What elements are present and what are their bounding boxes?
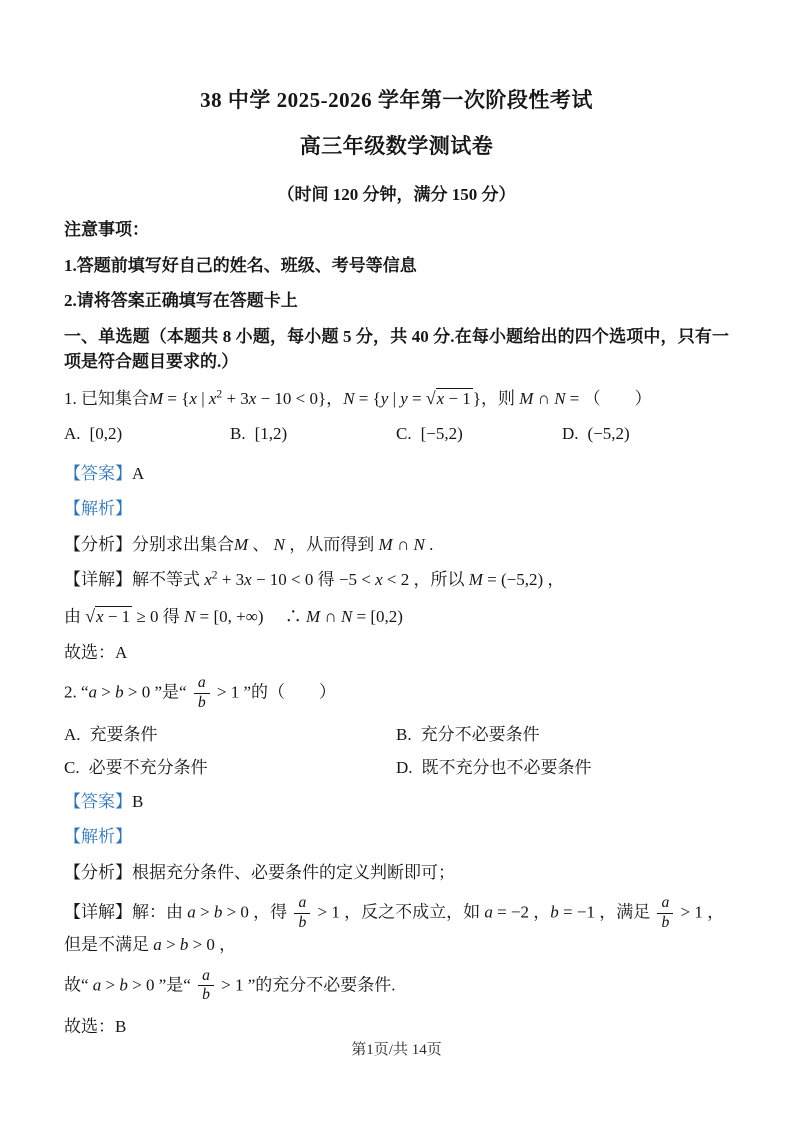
question-1-detail-line-1: 【详解】解不等式 $x^2 + 3x - 10 < 0$ 得 −5 < x < 2 ，所以 M = (−5,2) ， xyxy=(64,568,565,590)
question-2-options-row-1 xyxy=(64,722,729,748)
question-2-analysis-label: 【解析】 xyxy=(64,827,132,847)
question-1-conclusion: 故选：A xyxy=(64,642,128,662)
answer-label: 【答案】 xyxy=(64,791,132,811)
page-footer: 第1页/共 14页 xyxy=(351,1042,442,1058)
notice-item-1: 1.答题前填写好自己的姓名、班级、考号等信息 xyxy=(64,255,417,275)
notice-item-2: 2.请将答案正确填写在答题卡上 xyxy=(64,291,298,310)
answer-value: B xyxy=(132,791,144,811)
option-value: (−5,2) xyxy=(587,424,630,444)
option-value: 既不充分也不必要条件 xyxy=(421,758,592,778)
question-1-option-b xyxy=(230,421,396,447)
question-1-detail-line-2: 由 √x − 1 ≥ 0 得 N = [0, +∞) ∴ M ∩ N = [0,2) xyxy=(64,605,403,626)
option-value: 充分不必要条件 xyxy=(420,724,540,744)
answer-value: A xyxy=(132,463,145,483)
question-1-stem: 1. 已知集合M = {x | $x^2 + 3x - 10 < 0$}，N = {y | y = √x − 1 }，则 M ∩ N = （ ） xyxy=(64,386,652,408)
question-2-detail: 【详解】解：由 a > b > 0 ，得 $\frac{a}{b}$ > 1 ，反之不成立，如 a = −2 ，b = −1 ，满足 $\frac{a}{b}$ > 1 ，但是不满足 a > b > 0 ， xyxy=(64,894,725,955)
question-2-option-a xyxy=(64,722,396,748)
question-2-analysis: 【分析】根据充分条件、必要条件的定义判断即可； xyxy=(64,862,455,882)
question-1-option-c xyxy=(396,421,562,447)
question-1-answer-line xyxy=(64,461,729,487)
page-subtitle: 高三年级数学测试卷 xyxy=(299,134,494,158)
question-1-analysis: 【分析】分别求出集合M 、 N ，从而得到 M ∩ N . xyxy=(64,534,434,554)
option-label: B. xyxy=(396,724,412,744)
option-label: C. xyxy=(64,758,80,778)
question-1-options xyxy=(64,421,729,447)
option-label: B. xyxy=(230,424,246,444)
question-2-option-c xyxy=(64,755,396,781)
section-1-header: 一、单选题（本题共 8 小题，每小题 5 分，共 40 分.在每小题给出的四个选项中，只有一项是符合题目要求的.） xyxy=(64,326,729,371)
option-label: D. xyxy=(562,424,579,444)
exam-time-score: （时间 120 分钟，满分 150 分） xyxy=(277,185,516,204)
question-2-options-row-2 xyxy=(64,755,729,781)
question-2-conclusion: 故“ a > b > 0 ”是“ $\frac{a}{b}$ > 1 ”的充分不必要条件. xyxy=(64,966,396,1004)
question-2-option-b xyxy=(396,722,540,748)
option-label: A. xyxy=(64,424,81,444)
answer-label: 【答案】 xyxy=(64,463,132,483)
question-2-answer-line xyxy=(64,789,729,815)
option-value: [1,2) xyxy=(254,424,288,444)
page-title: 38 中学 2025-2026 学年第一次阶段性考试 xyxy=(200,88,593,112)
question-2-stem: 2. “a > b > 0 ”是“ $\frac{a}{b}$ > 1 ”的（ ） xyxy=(64,674,337,711)
question-1-option-a xyxy=(64,421,230,447)
option-label: D. xyxy=(396,758,413,778)
question-1-analysis-label: 【解析】 xyxy=(64,499,132,519)
notice-heading: 注意事项： xyxy=(64,220,149,239)
question-2-choice: 故选：B xyxy=(64,1017,127,1037)
question-1-option-d xyxy=(562,421,630,447)
question-2-option-d xyxy=(396,755,592,781)
option-value: [−5,2) xyxy=(420,424,463,444)
option-label: C. xyxy=(396,424,412,444)
option-value: [0,2) xyxy=(89,424,123,444)
option-value: 充要条件 xyxy=(89,724,158,744)
option-value: 必要不充分条件 xyxy=(88,758,208,778)
option-label: A. xyxy=(64,724,81,744)
